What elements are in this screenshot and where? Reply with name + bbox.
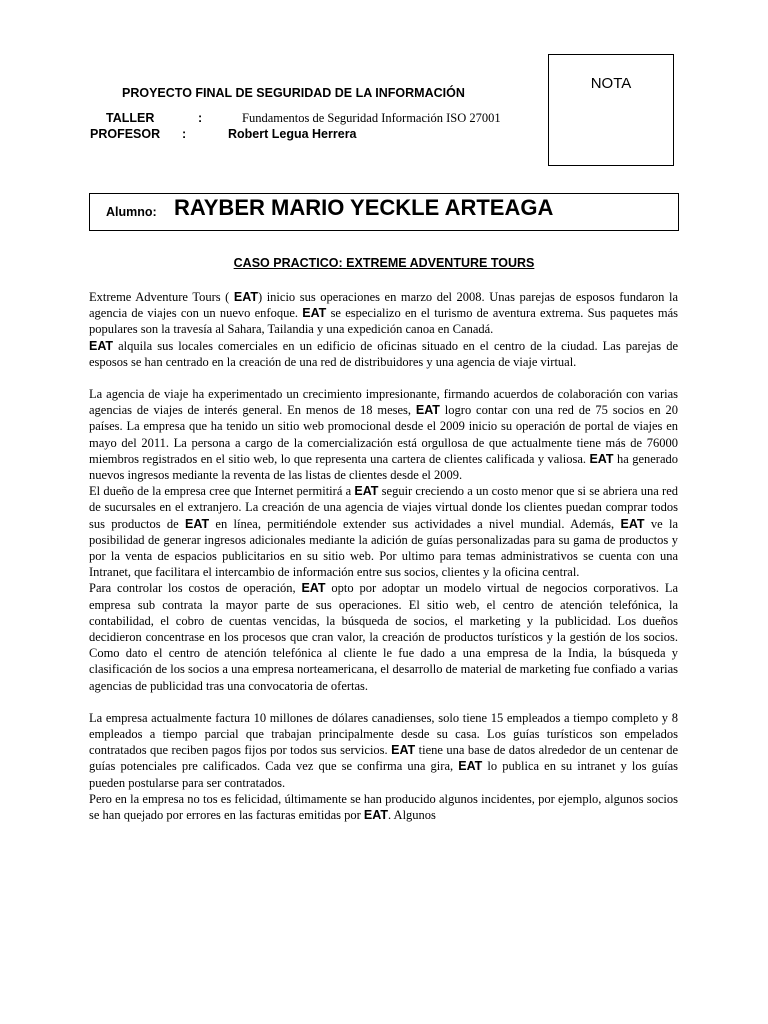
eat-abbrev: EAT (391, 743, 416, 758)
text: en línea, permitiéndole extender sus actividades a nivel mundial. Además, (209, 516, 621, 531)
nota-label: NOTA (590, 75, 632, 92)
taller-label: TALLER (106, 111, 155, 125)
paragraph-6 (89, 710, 678, 791)
alumno-name: RAYBER MARIO YECKLE ARTEAGA (174, 195, 554, 220)
paragraph-1 (89, 289, 678, 338)
eat-abbrev: EAT (458, 759, 483, 774)
text: ) inicio sus operaciones en marzo del 2008. Unas parejas de esposos fundaron la agencia de viajes con un nuevo enfoque. (89, 290, 678, 321)
alumno-box (89, 193, 679, 231)
text: tiene una base de datos alrededor de un centenar de guías potenciales pre calificados. Cada vez que se confirma una gira, (89, 743, 678, 774)
eat-abbrev: EAT (185, 516, 210, 531)
taller-row (106, 111, 501, 126)
eat-abbrev: EAT (233, 290, 258, 304)
eat-abbrev: EAT (354, 484, 379, 499)
eat-abbrev: EAT (415, 403, 440, 418)
text: Para controlar los costos de operación, (89, 581, 302, 596)
text: La agencia de viaje ha experimentado un crecimiento impresionante, firmando acuerdos de colaboración con varias agencias de viajes de interés general. En menos de 18 meses, (89, 387, 678, 418)
paragraph-7 (89, 791, 678, 823)
document-title: PROYECTO FINAL DE SEGURIDAD DE LA INFORMACIÓN (122, 86, 465, 100)
eat-abbrev: EAT (302, 306, 327, 321)
text: alquila sus locales comerciales en un edificio de oficinas situado en el centro de la ciudad. Las parejas de esposos se han centrado en la creación de una red de distribuidores y una agencia de viaje virtual. (89, 338, 678, 369)
eat-abbrev: EAT (363, 808, 388, 823)
paragraph-2 (89, 338, 678, 370)
alumno-label: Alumno: (106, 205, 157, 219)
text: seguir creciendo a un costo menor que si se abriera una red de sucursales en el extranjero. La creación de una agencia de viajes virtual donde los clientes puedan comprar todos sus productos de (89, 484, 679, 531)
text: lo publica en su intranet y los guías pueden postularse para ser contratados. (89, 759, 678, 790)
text: ha generado nuevos ingresos mediante la reventa de las listas de clientes desde el 2009. (89, 451, 679, 483)
eat-abbrev: EAT (620, 516, 645, 531)
eat-abbrev: EAT (89, 338, 114, 353)
text: La empresa actualmente factura 10 millones de dólares canadienses, solo tiene 15 empleados a tiempo completo y 8 empleados a tiempo parcial que trabajan principalmente desde su casa. Los guías turísticos son empelados contratados que reciben pagos fijos por todos sus servicios. (89, 710, 678, 758)
paragraph-4 (89, 483, 678, 580)
case-study-body (89, 289, 678, 823)
profesor-colon: : (182, 127, 187, 141)
text: opto por adoptar un modelo virtual de negocios corporativos. La empresa sub contrata la mayor parte de sus operaciones. El sitio web, el centro de atención telefónica, la contabilidad, el cobro de cuentas vencidas, la búsqueda de socios, el marketing y la publicidad. Los dueños decidieron concentrase en los procesos que cran valor, la creación de productos turísticos y la gestión de los socios. Como dato el centro de atención telefónica al cliente le fue dado a una empresa de la India, la búsqueda y clasificación de los socios a una empresa norteamericana, el desarrollo de material de marketing fue confiado a varias agencias de publicidad tras una convocatoria de ofertas. (89, 581, 679, 693)
text: ve la posibilidad de generar ingresos adicionales mediante la adición de guías personalizadas para su gama de productos y por la venta de espacios publicitarios en su sitio web. Por ultimo para temas administrativos se cuenta con una Intranet, que facilitara el intercambio de información entre sus socios, clientes y la oficina central. (89, 516, 679, 580)
eat-abbrev: EAT (589, 451, 614, 466)
profesor-value: Robert Legua Herrera (228, 127, 357, 141)
case-study-title: CASO PRACTICO: EXTREME ADVENTURE TOURS (233, 256, 535, 270)
nota-box (548, 54, 674, 166)
profesor-row (90, 127, 357, 141)
paragraph-5 (89, 580, 678, 693)
taller-colon: : (198, 111, 203, 125)
taller-value: Fundamentos de Seguridad Información ISO 27001 (242, 111, 501, 125)
text: Extreme Adventure Tours ( (89, 290, 234, 304)
eat-abbrev: EAT (301, 581, 326, 596)
profesor-label: PROFESOR (90, 127, 161, 141)
paragraph-3 (89, 386, 678, 483)
text: El dueño de la empresa cree que Internet permitirá a (89, 484, 355, 499)
text: Pero en la empresa no tos es felicidad, últimamente se han producido algunos incidentes, por ejemplo, algunos socios se han quejado por errores en las facturas emitidas por (89, 791, 678, 823)
text: . Algunos (387, 808, 436, 823)
text: logro contar con una red de 75 socios en 20 países. La empresa que ha tenido un sitio web promocional desde el 2009 inicio su operación de portal de viajes en mayo del 2011. La persona a cargo de la comercialización está orgullosa de que actualmente tiene más de 76000 miembros registrados en el sitio web, lo que representa una cartera de clientes calificada y valiosa. (89, 403, 678, 466)
text: se especializo en el turismo de aventura extrema. Sus paquetes más populares son la travesía al Sahara, Tailandia y una expedición canoa en Canadá. (89, 306, 678, 337)
